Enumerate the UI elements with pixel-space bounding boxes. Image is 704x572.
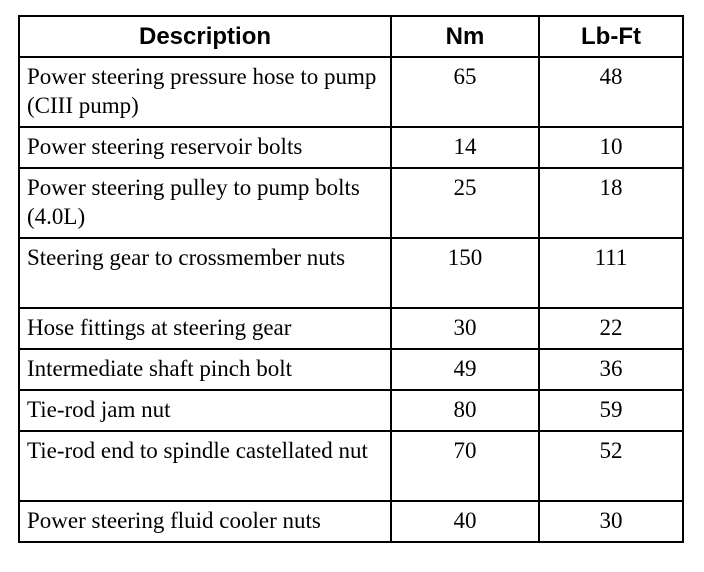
row-nm-value: 40 (391, 501, 539, 542)
row-nm-value: 30 (391, 308, 539, 349)
row-lbft-value: 10 (539, 127, 683, 168)
table-row (19, 349, 683, 390)
row-description: Power steering pressure hose to pump (CIII pump) (19, 57, 391, 127)
row-nm-value: 150 (391, 238, 539, 308)
row-description: Power steering fluid cooler nuts (19, 501, 391, 542)
row-nm-value: 65 (391, 57, 539, 127)
row-description: Intermediate shaft pinch bolt (19, 349, 391, 390)
header-description: Description (19, 16, 391, 57)
table-row (19, 57, 683, 127)
table-row (19, 168, 683, 238)
row-description: Power steering reservoir bolts (19, 127, 391, 168)
table-row (19, 390, 683, 431)
table-row (19, 431, 683, 501)
torque-specification-table (18, 15, 684, 543)
row-description: Steering gear to crossmember nuts (19, 238, 391, 308)
row-lbft-value: 22 (539, 308, 683, 349)
row-lbft-value: 48 (539, 57, 683, 127)
table-row (19, 308, 683, 349)
row-description: Tie-rod end to spindle castellated nut (19, 431, 391, 501)
row-lbft-value: 111 (539, 238, 683, 308)
row-nm-value: 14 (391, 127, 539, 168)
row-lbft-value: 52 (539, 431, 683, 501)
row-description: Hose fittings at steering gear (19, 308, 391, 349)
row-nm-value: 70 (391, 431, 539, 501)
header-nm: Nm (391, 16, 539, 57)
row-lbft-value: 30 (539, 501, 683, 542)
header-lbft: Lb-Ft (539, 16, 683, 57)
row-lbft-value: 18 (539, 168, 683, 238)
table-header-row (19, 16, 683, 57)
row-lbft-value: 36 (539, 349, 683, 390)
row-nm-value: 25 (391, 168, 539, 238)
row-lbft-value: 59 (539, 390, 683, 431)
row-nm-value: 49 (391, 349, 539, 390)
table-row (19, 238, 683, 308)
row-description: Power steering pulley to pump bolts (4.0L) (19, 168, 391, 238)
row-description: Tie-rod jam nut (19, 390, 391, 431)
table-row (19, 501, 683, 542)
table-row (19, 127, 683, 168)
row-nm-value: 80 (391, 390, 539, 431)
